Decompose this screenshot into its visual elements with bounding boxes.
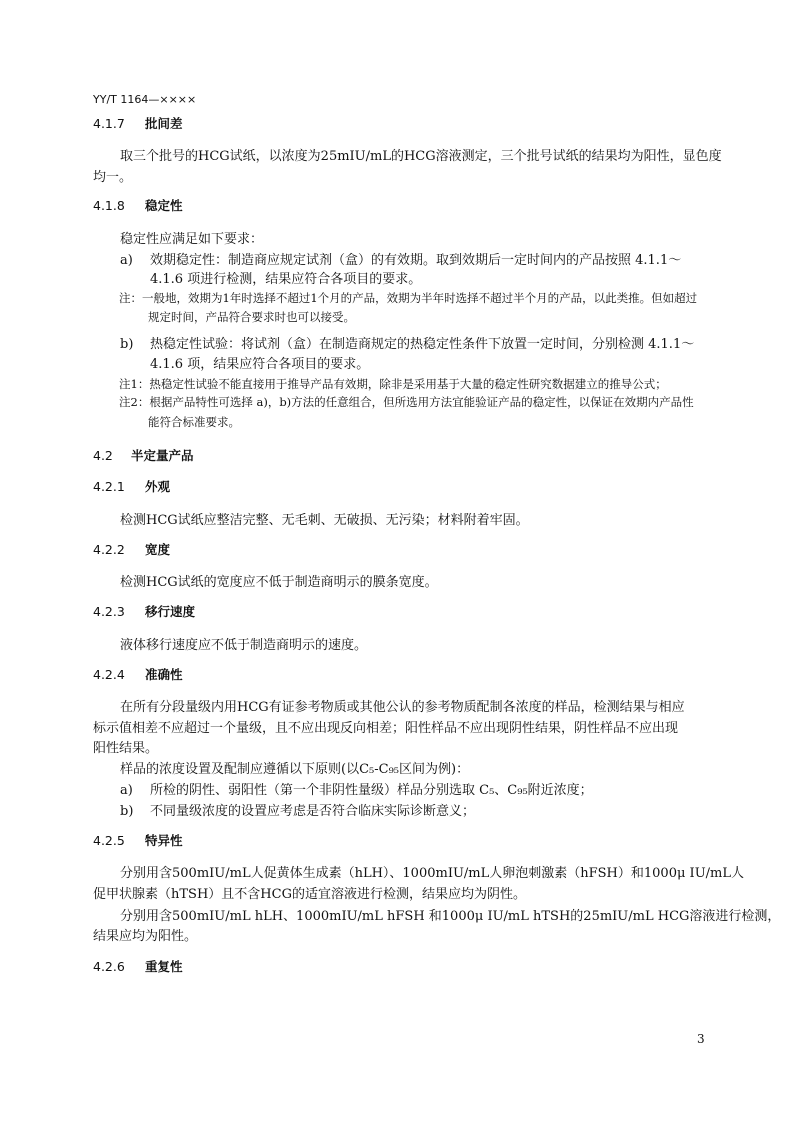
list-item-a (120, 779, 593, 798)
list-text: 热稳定性试验：将试剂（盒）在制造商规定的热稳定性条件下放置一定时间，分别检测 4.1.1～ (150, 337, 695, 352)
section-number: 4.2.1 (93, 479, 125, 494)
section-heading-4-2-5 (93, 831, 183, 849)
paragraph-line: 分别用含500mIU/mL人促黄体生成素（hLH）、1000mIU/mL人卵泡刺激素（hFSH）和1000μ IU/mL人 (120, 866, 744, 881)
list-label: b) (120, 337, 134, 352)
list-label: b) (120, 804, 134, 819)
section-heading-4-1-8 (93, 196, 183, 214)
section-number: 4.2.3 (93, 604, 125, 619)
paragraph-line: 阳性结果。 (93, 741, 159, 756)
list-item-continuation: 4.1.6 项进行检测，结果应符合各项目的要求。 (150, 272, 422, 287)
section-number: 4.1.8 (93, 198, 125, 213)
section-title: 半定量产品 (131, 448, 194, 463)
section-title: 稳定性 (145, 198, 183, 213)
section-heading-4-2-1 (93, 477, 170, 495)
section-title: 宽度 (145, 542, 171, 557)
paragraph-line: 检测HCG试纸的宽度应不低于制造商明示的膜条宽度。 (120, 575, 438, 590)
note-line: 注1：热稳定性试验不能直接用于推导产品有效期，除非是采用基于大量的稳定性研究数据建立的推导公式； (119, 377, 667, 391)
list-item-a (120, 249, 681, 268)
list-item-b (120, 333, 694, 352)
page-number: 3 (697, 1032, 705, 1046)
list-text: 不同量级浓度的设置应考虑是否符合临床实际诊断意义； (150, 804, 476, 819)
standard-number: YY/T 1164—×××× (93, 93, 197, 106)
note-line: 规定时间，产品符合要求时也可以接受。 (148, 310, 355, 324)
paragraph-line: 在所有分段量级内用HCG有证参考物质或其他公认的参考物质配制各浓度的样品，检测结果与相应 (120, 700, 685, 715)
paragraph-line: 分别用含500mIU/mL hLH、1000mIU/mL hFSH 和1000μ IU/mL hTSH的25mIU/mL HCG溶液进行检测， (120, 909, 781, 924)
section-heading-4-2-4 (93, 665, 183, 683)
section-title: 移行速度 (145, 604, 196, 619)
section-number: 4.2.6 (93, 959, 125, 974)
section-number: 4.2 (93, 448, 113, 463)
list-text: 效期稳定性：制造商应规定试剂（盒）的有效期。取到效期后一定时间内的产品按照 4.1.1～ (150, 253, 682, 268)
paragraph-line: 液体移行速度应不低于制造商明示的速度。 (120, 638, 368, 653)
list-item-continuation: 4.1.6 项，结果应符合各项目的要求。 (150, 357, 370, 372)
paragraph-line: 促甲状腺素（hTSH）且不含HCG的适宜溶液进行检测，结果应均为阴性。 (93, 887, 526, 902)
section-number: 4.2.4 (93, 667, 125, 682)
section-heading-4-2-3 (93, 602, 195, 620)
list-label: a) (120, 253, 133, 268)
list-label: a) (120, 783, 133, 798)
note-line: 能符合标准要求。 (148, 415, 240, 429)
note-line: 注2：根据产品特性可选择 a)，b)方法的任意组合，但所选用方法宜能验证产品的稳定性，以保证在效期内产品性 (119, 395, 694, 409)
section-title: 准确性 (145, 667, 183, 682)
paragraph-line: 检测HCG试纸应整洁完整、无毛刺、无破损、无污染；材料附着牢固。 (120, 513, 529, 528)
section-heading-4-2-2 (93, 540, 170, 558)
paragraph-line: 稳定性应满足如下要求： (120, 232, 264, 247)
paragraph-line: 标示值相差不应超过一个量级，且不应出现反向相差；阳性样品不应出现阴性结果，阴性样品不应出现 (93, 721, 679, 736)
section-heading-4-1-7 (93, 114, 183, 132)
paragraph-line: 取三个批号的HCG试纸，以浓度为25mIU/mL的HCG溶液测定，三个批号试纸的结果均为阳性，显色度 (120, 149, 722, 164)
section-title: 外观 (145, 479, 171, 494)
section-number: 4.2.2 (93, 542, 125, 557)
list-text: 所检的阴性、弱阳性（第一个非阴性量级）样品分别选取 C₅、C₉₅附近浓度； (150, 783, 593, 798)
paragraph-line: 样品的浓度设置及配制应遵循以下原则(以C₅-C₉₅区间为例)： (120, 762, 470, 777)
note-line: 注：一般地，效期为1年时选择不超过1个月的产品，效期为半年时选择不超过半个月的产品，以此类推。但如超过 (119, 291, 698, 305)
section-title: 重复性 (145, 959, 183, 974)
section-title: 批间差 (145, 116, 183, 131)
section-title: 特异性 (145, 833, 183, 848)
section-number: 4.1.7 (93, 116, 125, 131)
list-item-b (120, 800, 475, 819)
section-heading-4-2-6 (93, 957, 183, 975)
section-heading-4-2 (93, 446, 194, 464)
section-number: 4.2.5 (93, 833, 125, 848)
paragraph-line: 结果应均为阳性。 (93, 929, 198, 944)
paragraph-line: 均一。 (93, 170, 133, 185)
